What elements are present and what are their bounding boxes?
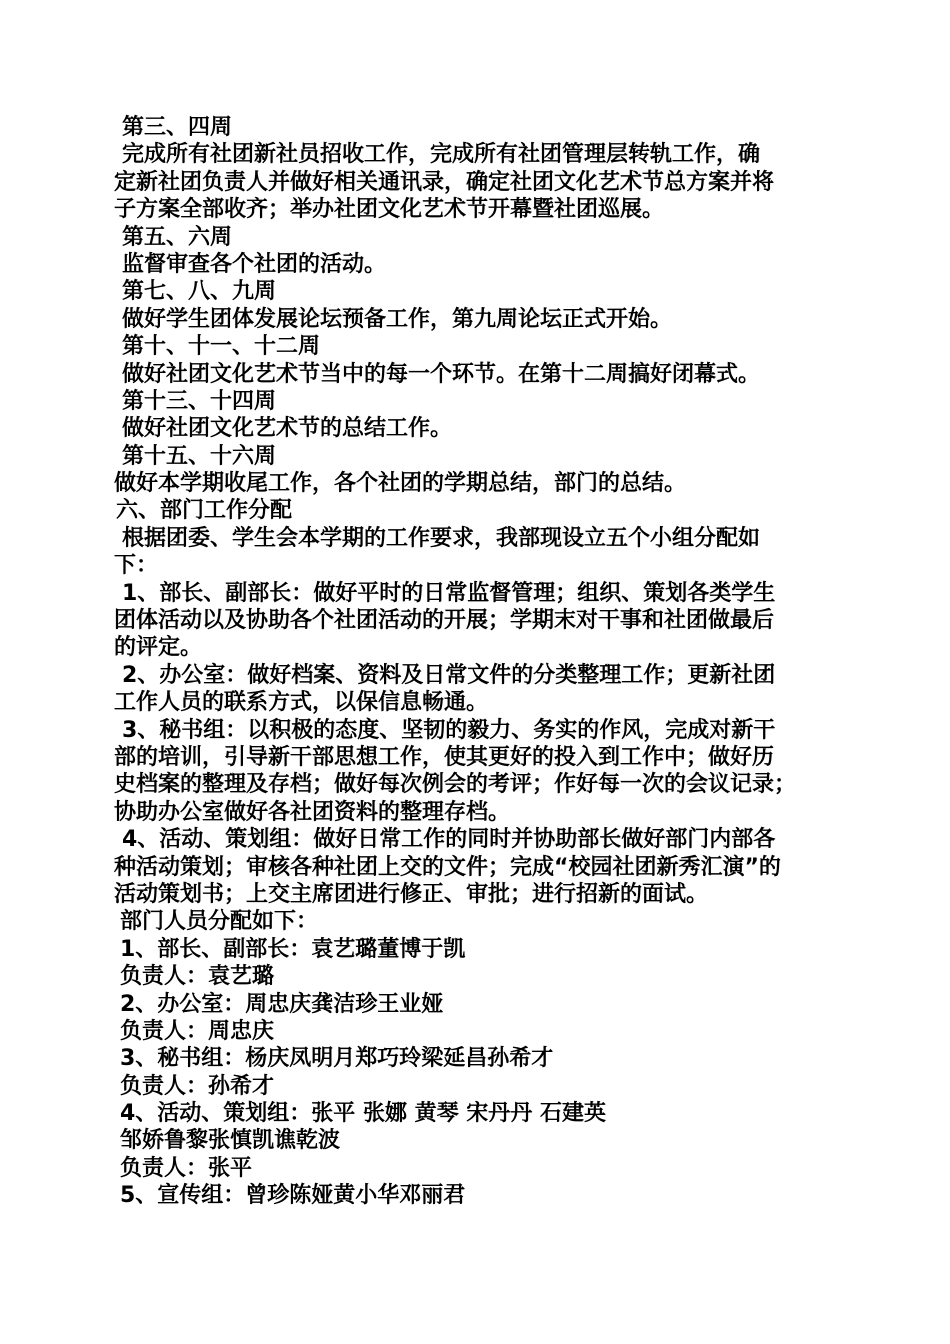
staff-line: 邹娇鲁黎张慎凯谯乾波 (120, 1128, 341, 1154)
paragraph-line: 做好社团文化艺术节当中的每一个环节。在第十二周搞好闭幕式。 (122, 361, 761, 387)
list-item-line: 工作人员的联系方式，以保信息畅通。 (114, 690, 489, 716)
list-item-line: 活动策划书；上交主席团进行修正、审批；进行招新的面试。 (114, 881, 709, 907)
heading-week-7-9: 第七、八、九周 (122, 279, 277, 305)
paragraph-line: 根据团委、学生会本学期的工作要求，我部现设立五个小组分配如 (122, 525, 761, 551)
staff-line: 负责人：周忠庆 (120, 1018, 275, 1044)
paragraph-line: 监督审查各个社团的活动。 (122, 251, 387, 277)
list-item-line: 协助办公室做好各社团资料的整理存档。 (114, 799, 511, 825)
section-heading-department-assignment: 六、部门工作分配 (116, 498, 293, 524)
paragraph-line: 完成所有社团新社员招收工作，完成所有社团管理层转轨工作，确 (122, 142, 761, 168)
list-item-line: 的评定。 (114, 635, 203, 661)
paragraph-line: 子方案全部收齐；举办社团文化艺术节开幕暨社团巡展。 (114, 197, 665, 223)
heading-week-5-6: 第五、六周 (122, 224, 233, 250)
staff-line: 负责人：袁艺璐 (120, 964, 275, 990)
heading-week-10-12: 第十、十一、十二周 (122, 334, 321, 360)
list-item-line: 2、办公室：做好档案、资料及日常文件的分类整理工作；更新社团 (122, 662, 776, 688)
list-item-line: 种活动策划；审核各种社团上交的文件；完成“校园社团新秀汇演”的 (114, 854, 781, 880)
list-item-line: 4、活动、策划组：做好日常工作的同时并协助部长做好部门内部各 (122, 827, 776, 853)
paragraph-line: 做好学生团体发展论坛预备工作，第九周论坛正式开始。 (122, 306, 673, 332)
paragraph-line: 做好社团文化艺术节的总结工作。 (122, 416, 453, 442)
staff-line: 负责人：张平 (120, 1155, 253, 1181)
list-item-line: 部的培训，引导新干部思想工作，使其更好的投入到工作中；做好历 (114, 744, 775, 770)
list-item-line: 1、部长、副部长：做好平时的日常监督管理；组织、策划各类学生 (122, 580, 776, 606)
list-item-line: 3、秘书组：以积极的态度、坚韧的毅力、务实的作风，完成对新干 (122, 717, 776, 743)
staff-line: 3、秘书组：杨庆凤明月郑巧玲梁延昌孙希才 (120, 1046, 554, 1072)
staff-line: 1、部长、副部长：袁艺璐董博于凯 (120, 936, 466, 962)
list-item-line: 团体活动以及协助各个社团活动的开展；学期末对干事和社团做最后 (114, 608, 775, 634)
paragraph-line: 做好本学期收尾工作，各个社团的学期总结，部门的总结。 (114, 471, 687, 497)
staff-line: 2、办公室：周忠庆龚洁珍王业娅 (120, 991, 444, 1017)
document-page (0, 114, 950, 1210)
heading-week-15-16: 第十五、十六周 (122, 443, 277, 469)
staff-line: 5、宣传组：曾珍陈娅黄小华邓丽君 (120, 1183, 466, 1209)
paragraph-line: 定新社团负责人并做好相关通讯录，确定社团文化艺术节总方案并将 (114, 169, 775, 195)
paragraph-line: 下： (114, 553, 159, 579)
staff-line: 4、活动、策划组：张平 张娜 黄琴 宋丹丹 石建英 (120, 1101, 606, 1127)
staff-heading: 部门人员分配如下： (120, 909, 319, 935)
heading-week-13-14: 第十三、十四周 (122, 388, 277, 414)
heading-week-3-4: 第三、四周 (122, 115, 233, 140)
list-item-line: 史档案的整理及存档；做好每次例会的考评；作好每一次的会议记录； (114, 772, 797, 798)
staff-line: 负责人：孙希才 (120, 1073, 275, 1099)
